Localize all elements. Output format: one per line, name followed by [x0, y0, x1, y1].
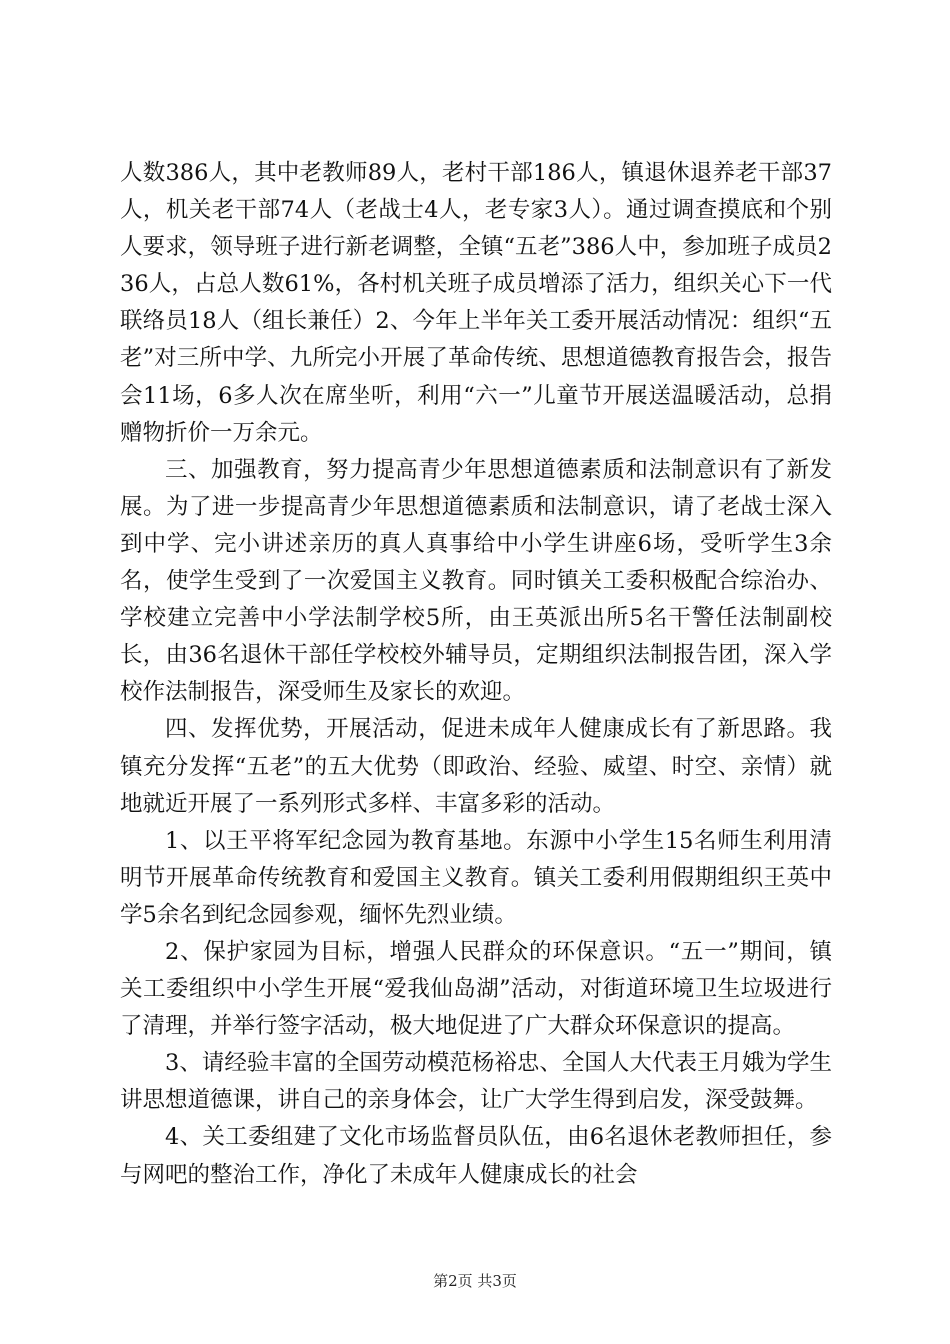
paragraph-3: 四、发挥优势，开展活动，促进未成年人健康成长有了新思路。我镇充分发挥“五老”的五大优势（即政治、经验、威望、时空、亲情）就地就近开展了一系列形式多样、丰富多彩的活动。 [120, 716, 832, 817]
paragraph-6: 3、请经验丰富的全国劳动模范杨裕忠、全国人大代表王月娥为学生讲思想道德课，讲自己的亲身体会，让广大学生得到启发，深受鼓舞。 [120, 1050, 832, 1114]
page-number-indicator: 第2页 共3页 [433, 1272, 517, 1290]
paragraph-7: 4、关工委组建了文化市场监督员队伍，由6名退休老教师担任，参与网吧的整治工作，净化了未成年人健康成长的社会 [120, 1124, 832, 1188]
document-body [120, 155, 832, 1194]
page-footer [0, 1271, 950, 1291]
paragraph-2: 三、加强教育，努力提高青少年思想道德素质和法制意识有了新发展。为了进一步提高青少年思想道德素质和法制意识，请了老战士深入到中学、完小讲述亲历的真人真事给中小学生讲座6场，受听学生3余名，使学生受到了一次爱国主义教育。同时镇关工委积极配合综治办、学校建立完善中小学法制学校5所，由王英派出所5名干警任法制副校长，由36名退休干部任学校校外辅导员，定期组织法制报告团，深入学校作法制报告，深受师生及家长的欢迎。 [120, 456, 832, 706]
paragraph-5: 2、保护家园为目标，增强人民群众的环保意识。“五一”期间，镇关工委组织中小学生开展“爱我仙岛湖”活动，对街道环境卫生垃圾进行了清理，并举行签字活动，极大地促进了广大群众环保意识的提高。 [120, 938, 832, 1040]
paragraph-4: 1、以王平将军纪念园为教育基地。东源中小学生15名师生利用清明节开展革命传统教育和爱国主义教育。镇关工委利用假期组织王英中学5余名到纪念园参观，缅怀先烈业绩。 [120, 827, 832, 928]
paragraph-1: 人数386人，其中老教师89人，老村干部186人，镇退休退养老干部37人，机关老干部74人（老战士4人，老专家3人）。通过调查摸底和个别人要求，领导班子进行新老调整，全镇“五老”386人中，参加班子成员236人，占总人数61%，各村机关班子成员增添了活力，组织关心下一代联络员18人（组长兼任）2、今年上半年关工委开展活动情况：组织“五老”对三所中学、九所完小开展了革命传统、思想道德教育报告会，报告会11场，6多人次在席坐听，利用“六一”儿童节开展送温暖活动，总捐赠物折价一万余元。 [120, 160, 832, 446]
